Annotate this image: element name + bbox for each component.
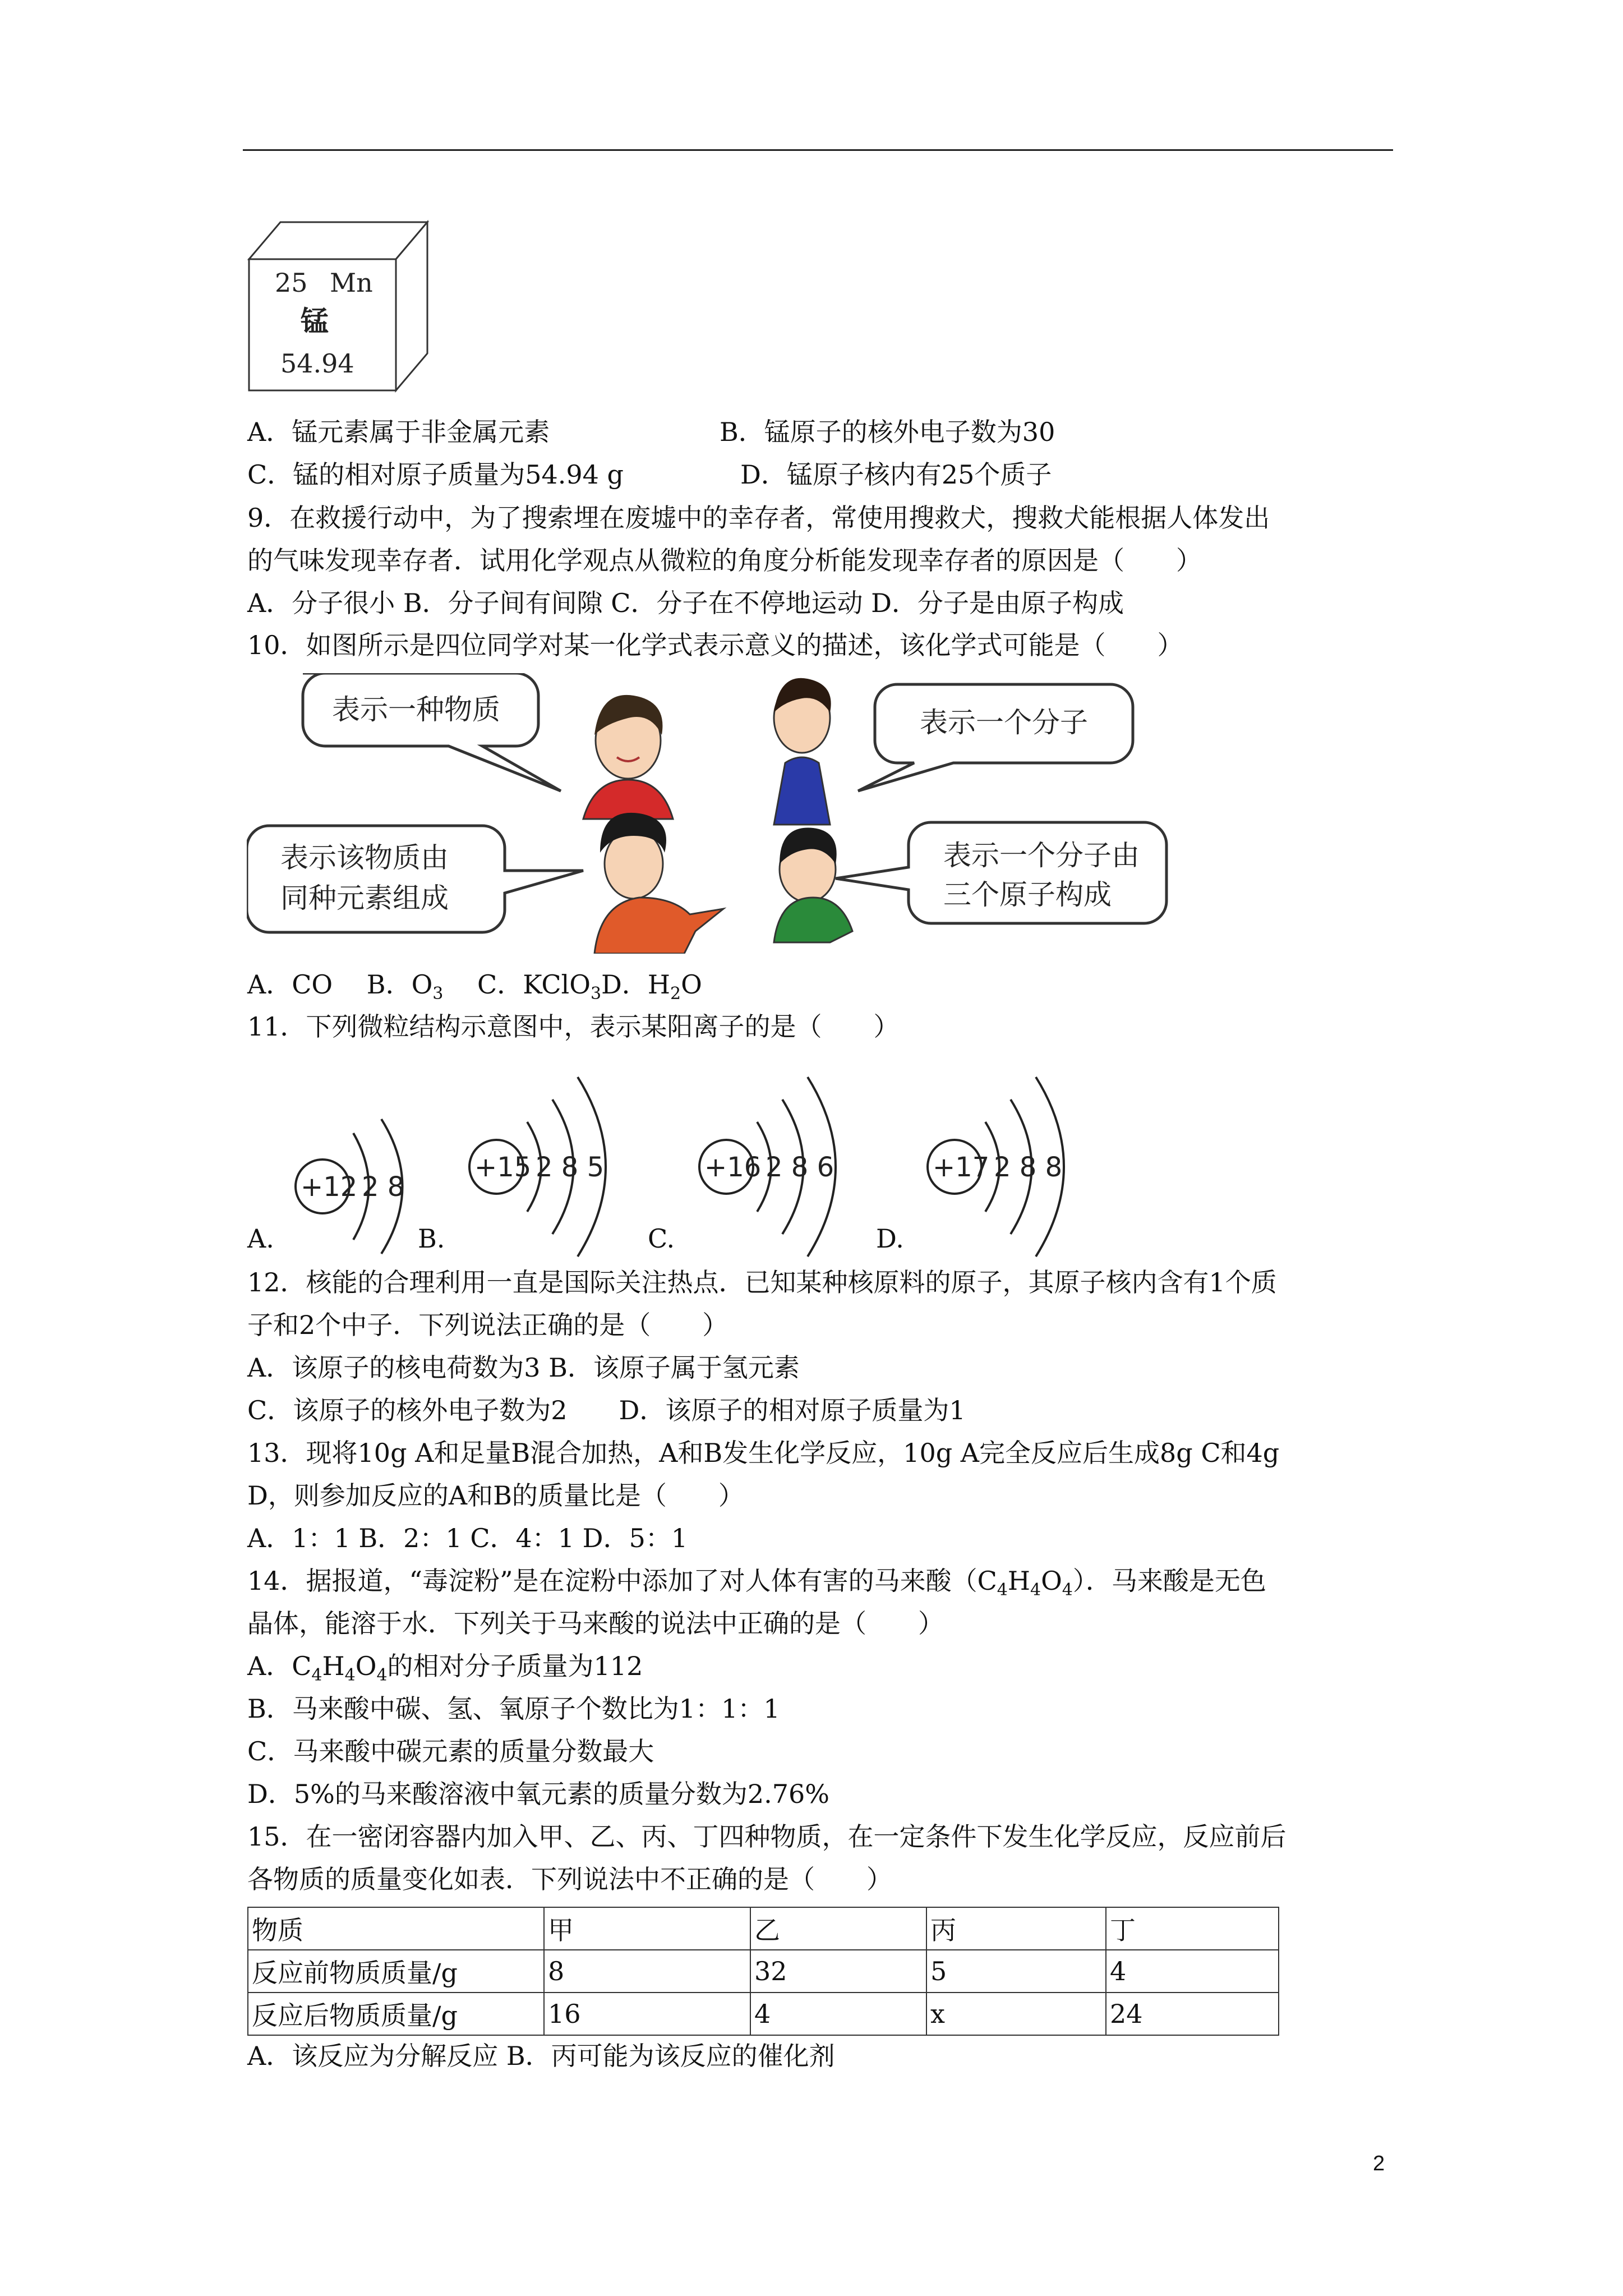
table-cell: 5	[926, 1950, 1106, 1993]
q14-option-d: D．5%的马来酸溶液中氧元素的质量分数为2.76%	[247, 1779, 829, 1809]
q12-options-ab: A．该原子的核电荷数为3 B．该原子属于氢元素	[247, 1352, 800, 1383]
element-mass: 54.94	[280, 348, 354, 379]
bubble-3-line-2: 同种元素组成	[280, 882, 449, 914]
q14-option-b: B．马来酸中碳、氢、氧原子个数比为1：1：1	[247, 1694, 780, 1724]
bubble-4-line-2: 三个原子构成	[943, 878, 1112, 911]
q10-option-a: A．CO	[247, 969, 333, 1000]
element-number: 25	[275, 268, 308, 298]
q9-line-1: 9．在救援行动中，为了搜索埋在废墟中的幸存者，常使用搜救犬，搜救犬能根据人体发出	[247, 503, 1270, 533]
student-figure-2	[774, 678, 831, 825]
header-rule	[243, 149, 1393, 151]
atom-diagram-b	[469, 1077, 606, 1257]
q11-label-c: C.	[648, 1223, 675, 1254]
q13-line-2: D，则参加反应的A和B的质量比是（ ）	[247, 1480, 744, 1511]
table-row	[248, 1950, 1279, 1993]
q8-option-c: C．锰的相对原子质量为54.94 g	[247, 459, 624, 490]
table-cell: 8	[544, 1950, 750, 1993]
speech-bubble-1	[303, 673, 561, 791]
element-symbol: Mn	[330, 268, 373, 298]
table-cell: 丙	[926, 1907, 1106, 1950]
bubble-1-text: 表示一种物质	[332, 693, 500, 726]
q13-options: A．1：1 B．2：1 C．4：1 D．5：1	[247, 1523, 688, 1553]
q11-label-a: A.	[247, 1223, 274, 1254]
q14-option-c: C．马来酸中碳元素的质量分数最大	[247, 1736, 654, 1766]
table-cell: 16	[544, 1993, 750, 2035]
table-cell: 物质	[248, 1907, 544, 1950]
atom-c-nucleus: +16	[704, 1152, 762, 1183]
q13-line-1: 13．现将10g A和足量B混合加热，A和B发生化学反应，10g A完全反应后生成8g C和4g	[247, 1438, 1280, 1468]
bubble-3-line-1: 表示该物质由	[280, 841, 449, 874]
q9-options: A．分子很小 B．分子间有间隙 C．分子在不停地运动 D．分子是由原子构成	[247, 588, 1124, 618]
table-cell: 反应前物质质量/g	[248, 1950, 544, 1993]
table-cell: 4	[1106, 1950, 1279, 1993]
atom-d-shells: 2 8 8	[994, 1152, 1063, 1183]
q10-option-d: D．$H_2O$	[601, 969, 702, 1004]
q10-question: 10．如图所示是四位同学对某一化学式表示意义的描述，该化学式可能是（ ）	[247, 630, 1183, 660]
q15-mass-table	[247, 1907, 1279, 2036]
element-card-cube	[247, 219, 437, 393]
atom-d-nucleus: +17	[933, 1152, 990, 1183]
q10-illustration	[247, 673, 1200, 954]
bubble-2-text: 表示一个分子	[920, 706, 1088, 739]
q14-option-a: A．$C_4H_4O_4$的相对分子质量为112	[247, 1651, 643, 1685]
q12-line-1: 12．核能的合理利用一直是国际关注热点．已知某种核原料的原子，其原子核内含有1个质	[247, 1267, 1277, 1297]
page-number: 2	[1373, 2152, 1385, 2175]
q9-line-2: 的气味发现幸存者．试用化学观点从微粒的角度分析能发现幸存者的原因是（ ）	[247, 545, 1202, 576]
table-cell: x	[926, 1993, 1106, 2035]
q11-question: 11．下列微粒结构示意图中，表示某阳离子的是（ ）	[247, 1011, 900, 1042]
q10-options	[247, 968, 702, 1004]
q15-line-2: 各物质的质量变化如表．下列说法中不正确的是（ ）	[247, 1864, 892, 1894]
atom-diagram-d	[928, 1077, 1064, 1257]
table-cell: 反应后物质质量/g	[248, 1993, 544, 2035]
q15-line-1: 15．在一密闭容器内加入甲、乙、丙、丁四种物质，在一定条件下发生化学反应，反应前后	[247, 1821, 1287, 1852]
q14-line-1: 14．据报道，“毒淀粉”是在淀粉中添加了对人体有害的马来酸$(C_4H_4O_4)$．马来酸是无色	[247, 1566, 1266, 1600]
table-cell: 甲	[544, 1907, 750, 1950]
atom-diagram-c	[699, 1077, 836, 1257]
atom-c-shells: 2 8 6	[766, 1152, 834, 1183]
element-name: 锰	[301, 305, 329, 338]
table-row	[248, 1993, 1279, 2035]
q8-option-d: D．锰原子核内有25个质子	[740, 459, 1052, 490]
table-cell: 乙	[750, 1907, 926, 1950]
q15-options: A．该反应为分解反应 B．丙可能为该反应的催化剂	[247, 2041, 835, 2071]
table-header-row	[248, 1907, 1279, 1950]
table-cell: 24	[1106, 1993, 1279, 2035]
q11-label-d: D.	[876, 1223, 904, 1254]
table-cell: 32	[750, 1950, 926, 1993]
table-cell: 4	[750, 1993, 926, 2035]
q10-option-b: B．$O_3$	[366, 969, 444, 1004]
atom-diagram-a	[296, 1119, 404, 1254]
q12-line-2: 子和2个中子．下列说法正确的是（ ）	[247, 1310, 728, 1340]
q8-option-b: B．锰原子的核外电子数为30	[720, 417, 1055, 447]
atom-a-shells: 2 8	[362, 1171, 405, 1203]
student-figure-4	[774, 828, 852, 942]
atom-b-nucleus: +15	[474, 1152, 532, 1183]
q14-line-2: 晶体，能溶于水．下列关于马来酸的说法中正确的是（ ）	[247, 1608, 944, 1639]
student-figure-1	[583, 695, 673, 819]
q12-options-cd: C．该原子的核外电子数为2 D．该原子的相对原子质量为1	[247, 1395, 966, 1425]
table-cell: 丁	[1106, 1907, 1279, 1950]
atom-b-shells: 2 8 5	[536, 1152, 605, 1183]
q8-option-a: A．锰元素属于非金属元素	[247, 417, 550, 447]
atom-a-nucleus: +12	[301, 1171, 358, 1203]
q11-label-b: B.	[418, 1223, 445, 1254]
student-figure-3	[594, 813, 723, 954]
bubble-4-line-1: 表示一个分子由	[943, 839, 1140, 872]
q10-option-c: C．KClO$_3$	[477, 969, 602, 1004]
